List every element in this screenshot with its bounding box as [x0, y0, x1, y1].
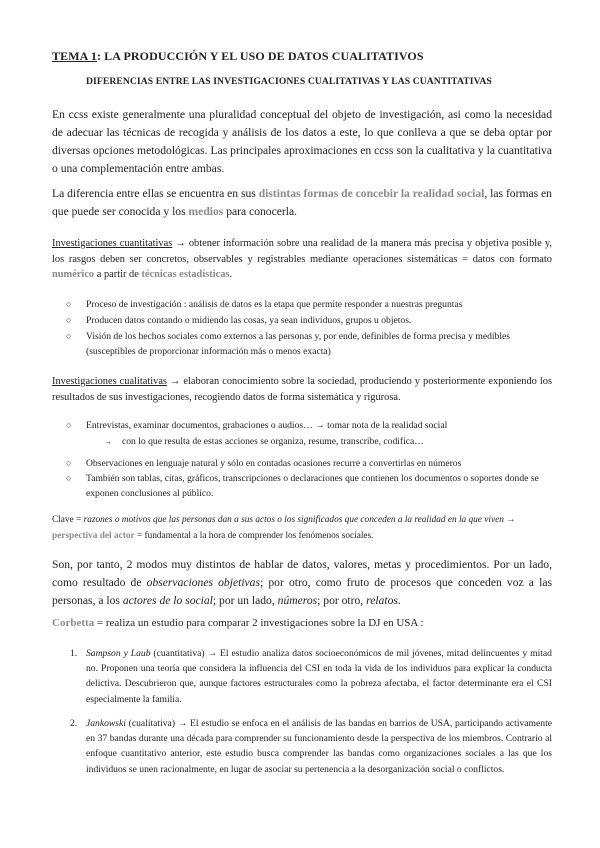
dm-italic-2: actores de lo social — [122, 594, 213, 607]
bullet-icon: ○ — [66, 331, 72, 341]
diff-text-c: para conocerla. — [223, 205, 297, 218]
dm-text-d: ; por otro, — [317, 594, 367, 607]
cuanti-text-c: . — [229, 269, 233, 281]
cuanti-highlight-1: numérico — [52, 269, 95, 281]
sub-list-item: → con lo que resulta de estas acciones se organiza, resume, transcribe, codifica… — [104, 436, 424, 447]
section-subtitle: DIFERENCIAS ENTRE LAS INVESTIGACIONES CUALITATIVAS Y LAS CUANTITATIVAS — [86, 76, 492, 87]
cuanti-text-b: a partir de — [94, 269, 142, 281]
diff-text-a: La diferencia entre ellas se encuentra en sus — [52, 187, 259, 200]
diff-highlight-1: distintas formas de concebir la realidad social — [258, 187, 485, 200]
list-item: ○ Visión de los hechos sociales como externos a las personas y, por ende, definibles de forma precisa y medibles (susceptibles de proporcionar información más o menos exacta) — [66, 331, 511, 357]
list-item: ○ También son tablas, citas, gráficos, transcripciones o declaraciones que contienen los documentos o soportes donde se exponen conclusiones al público. — [66, 473, 539, 499]
diff-highlight-2: medios — [188, 205, 224, 218]
clave-highlight: perspectiva del actor — [52, 531, 135, 541]
list-item: ○ Observaciones en lenguaje natural y sólo en contadas ocasiones recurre a convertirlas en números — [66, 458, 462, 469]
dm-text-a: Son, por tanto, 2 modos muy distintos de hablar de datos, valores, metas y procedimientos. Por un lado, como resultado de — [52, 558, 552, 589]
clave-text-c: = fundamental a la hora de comprender los fenómenos sociales. — [134, 531, 374, 541]
clave-arrow: → — [503, 515, 516, 525]
intro-paragraph: En ccss existe generalmente una pluralidad conceptual del objeto de investigación, asi como la necesidad de adecuar las técnicas de recogida y análisis de los datos a este, lo que conlleva a que se deba optar por diversas opciones metodológicas. Las principales aproximaciones en ccss son la cualitativa y la cuantitativa o una complementación entre ambas. — [52, 108, 552, 175]
tema-label: TEMA 1 — [52, 49, 97, 63]
cuanti-highlight-2: técnicas estadísticas — [141, 269, 230, 281]
cuantitativa-label: Investigaciones cuantitativas — [52, 238, 173, 249]
dm-italic-4: relatos — [366, 594, 398, 607]
arrow-right-icon: → — [104, 437, 112, 446]
bullet-icon: ○ — [66, 299, 72, 309]
bullet-icon: ○ — [66, 473, 72, 483]
diff-text-b: , las formas en que puede ser conocida y los — [52, 187, 552, 218]
dm-text-b: ; por otro, como fruto de procesos que conceden voz a las personas, a los — [52, 576, 552, 607]
item-number: 1. — [70, 648, 78, 659]
cuali-text-a: → elaboran conocimiento sobre la sociedad, produciendo y posteriormente exponiendo los resultados de sus investigaciones, recogiendo datos de forma sistemática y rigurosa. — [52, 376, 552, 403]
list-item: ○ Proceso de investigación : análisis de datos es la etapa que permite responder a nuestras preguntas — [66, 299, 463, 310]
numbered-item — [70, 646, 552, 707]
item-rest: (cualitativa) → El estudio se enfoca en el análisis de las bandas en barrios de USA, participando activamente en 37 bandas durante una década para comprender su funcionamiento desde la perspectiva de los miembros. Contrario al enfoque cuantitativo anterior, este estudio busca comprender las bandas como organizaciones sociales a las que los individuos se unen racionalmente, en lugar de asociar su pertenencia a la desorganización social o conflictos. — [86, 718, 552, 775]
clave-italic: razones o motivos que las personas dan a sus actos o los significados que conceden a la realidad en la que viven — [83, 515, 504, 525]
numbered-item — [70, 716, 552, 777]
corbetta-paragraph — [52, 614, 552, 632]
bullet-icon: ○ — [66, 458, 72, 468]
author-name: Jankowski — [86, 718, 126, 729]
clave-label: Clave = — [52, 515, 84, 525]
dm-text-e: . — [397, 594, 401, 607]
page-title — [52, 49, 424, 64]
item-rest: (cuantitativa) → El estudio analiza datos socioeconómicos de mil jóvenes, mitad delincuentes y mitad no. Proponen una teoría que considera la influencia del CSI en toda la vida de los individuos para explicar la conducta delictiva. Descubrieron que, aunque factores estructurales como la pobreza afectaba, el factor determinante era el CSI especialmente la familia. — [86, 648, 552, 705]
title-text: : LA PRODUCCIÓN Y EL USO DE DATOS CUALITATIVOS — [96, 49, 424, 63]
dos-modos-paragraph — [52, 556, 552, 610]
cuanti-text-a: → obtener información sobre una realidad de la manera más precisa y objetiva posible y, los rasgos deben ser concretos, observables y registrables mediante operaciones sistemáticas = datos con formato — [52, 238, 552, 265]
author-name: Sampson y Laub — [86, 648, 151, 659]
item-text — [86, 646, 552, 707]
difference-paragraph — [52, 185, 552, 221]
bullet-icon: ○ — [66, 315, 72, 325]
list-item: ○ Entrevistas, examinar documentos, grabaciones o audios… → tomar nota de la realidad social — [66, 420, 448, 431]
item-text — [86, 716, 552, 777]
dm-italic-3: números — [277, 594, 318, 607]
item-number: 2. — [70, 718, 78, 729]
corbetta-text: = realiza un estudio para comparar 2 investigaciones sobre la DJ en USA : — [94, 617, 424, 629]
corbetta-highlight: Corbetta — [52, 617, 95, 629]
bullet-icon: ○ — [66, 420, 72, 430]
cualitativa-label: Investigaciones cualitativas — [52, 376, 167, 387]
cuantitativa-paragraph — [52, 236, 552, 283]
clave-note — [52, 512, 554, 544]
list-item: ○ Producen datos contando o midiendo las cosas, ya sean individuos, grupos u objetos. — [66, 315, 412, 326]
dm-text-c: ; por un lado, — [212, 594, 278, 607]
dm-italic-1: observaciones objetivas — [146, 576, 260, 589]
cualitativa-paragraph — [52, 374, 552, 405]
